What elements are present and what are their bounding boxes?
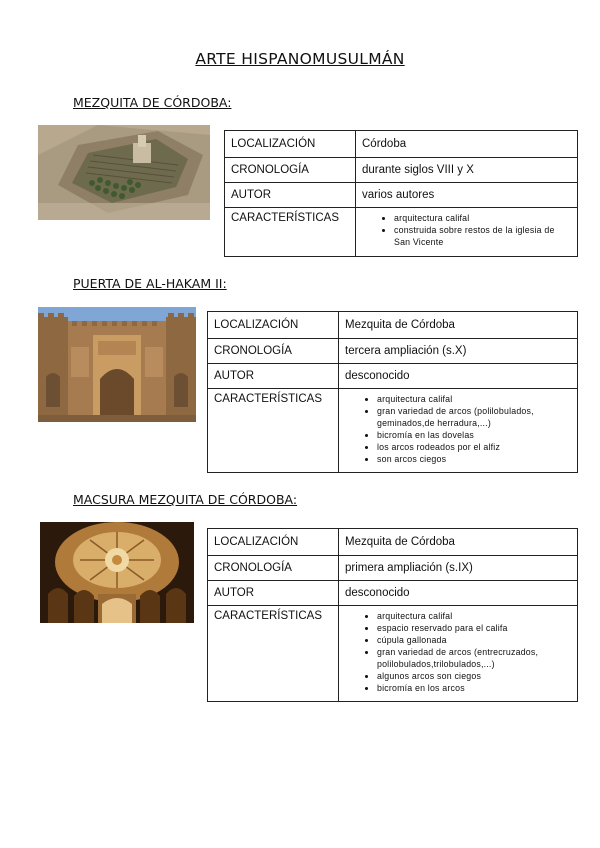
chronology-label: CRONOLOGÍA [225,158,356,183]
list-item: • algunos arcos son ciegos [377,670,571,682]
section-heading-mezquita: MEZQUITA DE CÓRDOBA: [73,95,232,110]
section-heading-puerta: PUERTA DE AL-HAKAM II: [73,276,227,291]
gate-facade-photo [38,307,196,422]
list-item: • espacio reservado para el califa [377,622,571,634]
features-cell [339,389,578,473]
features-label: CARACTERÍSTICAS [208,606,339,702]
features-list [345,610,571,698]
info-table-puerta [207,311,578,473]
list-item: • bicromía en las dovelas [377,429,571,441]
list-item: • bicromía en los arcos [377,682,571,694]
chronology-label: CRONOLOGÍA [208,556,339,581]
list-item: • gran variedad de arcos (polilobulados, geminados,de herradura,...) [377,405,571,429]
author-label: AUTOR [208,364,339,389]
location-value: Córdoba [356,131,578,158]
section-heading-macsura: MACSURA MEZQUITA DE CÓRDOBA: [73,492,298,507]
mosque-aerial-photo [38,125,210,220]
list-item: • arquitectura califal [377,393,571,405]
chronology-value: durante siglos VIII y X [356,158,578,183]
list-item: • cúpula gallonada [377,634,571,646]
features-cell [339,606,578,702]
info-table-mezquita [224,130,578,257]
author-value: varios autores [356,183,578,208]
list-item: • gran variedad de arcos (entrecruzados, polilobulados,trilobulados,...) [377,646,571,670]
location-value: Mezquita de Córdoba [339,312,578,339]
features-list [345,393,571,469]
features-label: CARACTERÍSTICAS [208,389,339,473]
list-item: • son arcos ciegos [377,453,571,465]
list-item: • arquitectura califal [377,610,571,622]
list-item: • construida sobre restos de la iglesia de San Vicente [394,224,571,248]
page-title: ARTE HISPANOMUSULMÁN [195,50,405,68]
location-label: LOCALIZACIÓN [225,131,356,158]
author-label: AUTOR [225,183,356,208]
features-label: CARACTERÍSTICAS [225,208,356,257]
info-table-macsura [207,528,578,702]
list-item: • arquitectura califal [394,212,571,224]
features-list [362,212,571,252]
location-label: LOCALIZACIÓN [208,312,339,339]
chronology-value: tercera ampliación (s.X) [339,339,578,364]
chronology-value: primera ampliación (s.IX) [339,556,578,581]
list-item: • los arcos rodeados por el alfiz [377,441,571,453]
chronology-label: CRONOLOGÍA [208,339,339,364]
features-cell [356,208,578,257]
location-label: LOCALIZACIÓN [208,529,339,556]
author-value: desconocido [339,364,578,389]
author-label: AUTOR [208,581,339,606]
location-value: Mezquita de Córdoba [339,529,578,556]
author-value: desconocido [339,581,578,606]
maqsura-dome-photo [40,522,194,623]
